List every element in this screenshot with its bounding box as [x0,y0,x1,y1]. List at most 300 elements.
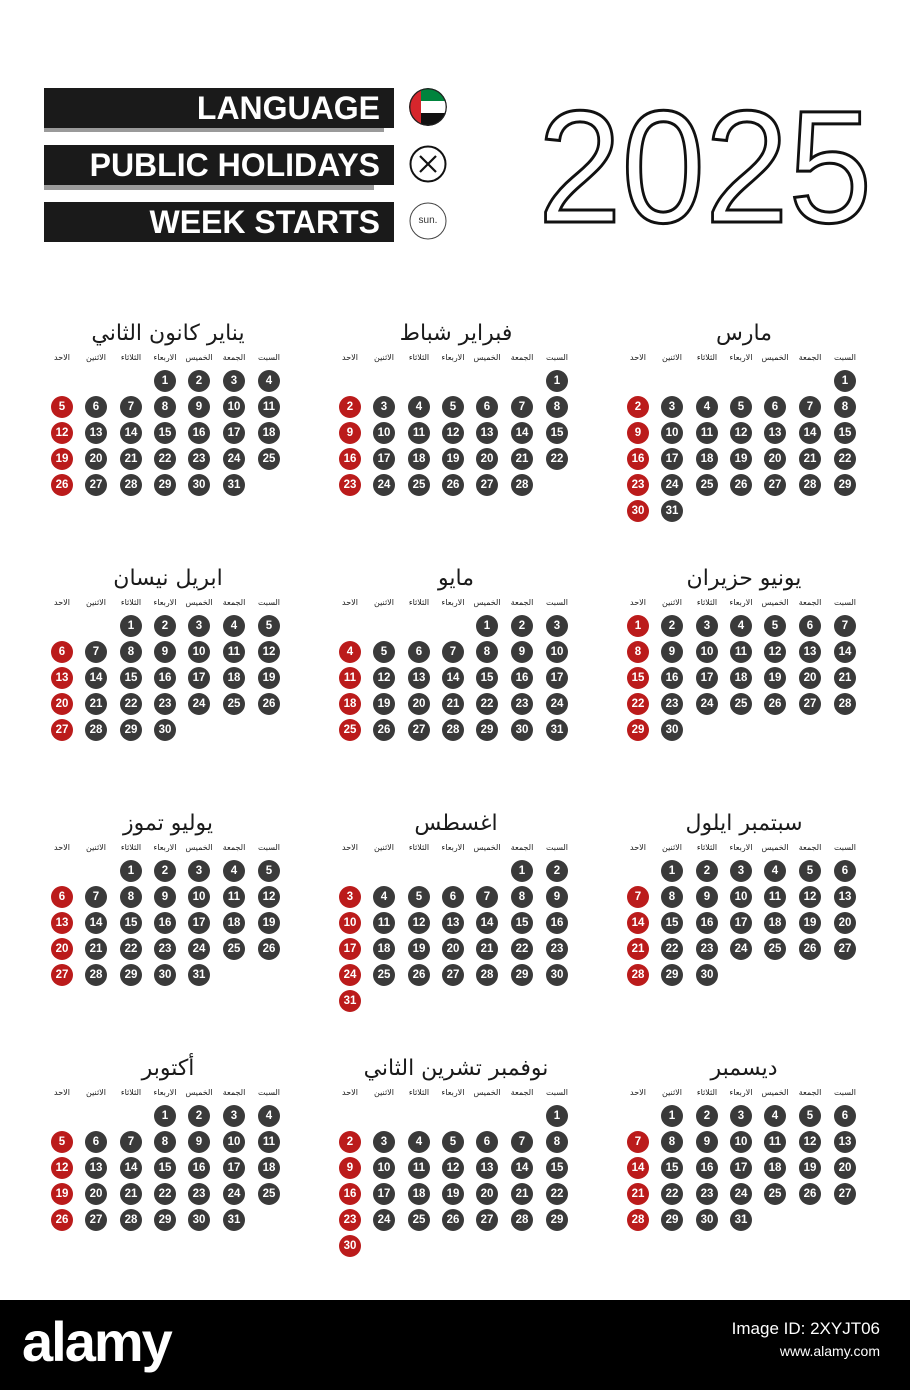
day-cell: 19 [442,448,464,470]
day-cell: 23 [154,938,176,960]
day-cell: 2 [661,615,683,637]
day-cell: 16 [546,912,568,934]
day-cell: 25 [764,1183,786,1205]
day-cell: 27 [85,474,107,496]
sunday-cell: 26 [51,1209,73,1231]
day-cell: 7 [511,396,533,418]
weekday-label: الاثنين [86,1088,106,1097]
month-block [626,808,872,1038]
weekday-label: الاحد [630,1088,646,1097]
sunday-cell: 4 [339,641,361,663]
weekday-label: الاحد [630,598,646,607]
sunday-cell: 17 [339,938,361,960]
day-cell: 26 [730,474,752,496]
sunday-cell: 6 [51,886,73,908]
day-cell: 16 [188,422,210,444]
month-title: يونيو حزيران [686,566,802,591]
day-cell: 24 [188,693,210,715]
day-cell: 31 [223,1209,245,1231]
weekday-label: الاحد [54,598,70,607]
month-block [338,563,584,793]
sunday-cell: 12 [51,422,73,444]
day-cell: 3 [730,860,752,882]
weekday-label: الخميس [185,843,213,852]
weekday-label: الخميس [473,353,501,362]
sunday-cell: 23 [627,474,649,496]
day-cell: 3 [373,396,395,418]
day-cell: 5 [764,615,786,637]
day-cell: 1 [511,860,533,882]
day-cell: 25 [223,693,245,715]
sunday-cell: 16 [339,448,361,470]
sunday-cell: 15 [627,667,649,689]
weekday-label: الثلاثاء [696,843,718,852]
sunday-cell: 24 [339,964,361,986]
day-cell: 1 [546,370,568,392]
sunday-cell: 12 [51,1157,73,1179]
sunday-cell: 2 [627,396,649,418]
day-cell: 26 [408,964,430,986]
day-cell: 14 [85,912,107,934]
day-cell: 18 [258,422,280,444]
day-cell: 8 [661,886,683,908]
day-cell: 23 [511,693,533,715]
day-cell: 23 [661,693,683,715]
day-cell: 6 [476,1131,498,1153]
day-cell: 11 [696,422,718,444]
sunday-cell: 22 [627,693,649,715]
weekday-label: الاربعاء [441,598,465,607]
month-title: اغسطس [414,811,498,836]
day-cell: 9 [511,641,533,663]
day-cell: 23 [188,448,210,470]
day-cell: 15 [661,1157,683,1179]
day-cell: 11 [223,641,245,663]
day-cell: 29 [120,719,142,741]
day-cell: 25 [730,693,752,715]
day-cell: 20 [764,448,786,470]
day-cell: 28 [120,474,142,496]
day-cell: 10 [373,1157,395,1179]
day-cell: 3 [661,396,683,418]
month-title: فبراير شباط [399,321,513,346]
weekday-label: السبت [545,353,569,362]
weekday-label: الجمعة [510,353,534,362]
day-cell: 30 [546,964,568,986]
weekday-label: الاربعاء [153,843,177,852]
weekday-header [338,351,584,365]
day-cell: 4 [696,396,718,418]
day-cell: 4 [730,615,752,637]
day-cell: 14 [834,641,856,663]
weekday-label: الثلاثاء [696,598,718,607]
weekday-label: الاثنين [662,1088,682,1097]
weekday-label: السبت [257,598,281,607]
month-block [50,808,296,1038]
weekday-label: الثلاثاء [696,1088,718,1097]
day-cell: 3 [730,1105,752,1127]
weekday-label: الاثنين [662,353,682,362]
day-cell: 16 [188,1157,210,1179]
day-cell: 16 [511,667,533,689]
weekday-label: الاثنين [374,353,394,362]
weekday-label: الاربعاء [729,843,753,852]
day-cell: 8 [476,641,498,663]
day-cell: 3 [188,860,210,882]
day-cell: 29 [120,964,142,986]
day-cell: 19 [373,693,395,715]
weekday-label: الثلاثاء [408,1088,430,1097]
month-title: أكتوبر [141,1056,195,1081]
weekday-header [626,1086,872,1100]
day-cell: 13 [476,422,498,444]
weekday-label: الاربعاء [729,598,753,607]
day-cell: 5 [408,886,430,908]
sunday-cell: 30 [627,500,649,522]
cross-circle-icon [409,145,447,183]
weekday-label: الخميس [761,1088,789,1097]
day-cell: 5 [442,1131,464,1153]
day-cell: 6 [834,860,856,882]
day-cell: 10 [730,886,752,908]
weekday-label: الجمعة [798,843,822,852]
day-cell: 25 [223,938,245,960]
weekday-header [50,351,296,365]
sunday-cell: 20 [51,693,73,715]
weekday-label: الاثنين [374,1088,394,1097]
sunday-cell: 6 [51,641,73,663]
day-cell: 14 [85,667,107,689]
day-cell: 30 [188,474,210,496]
weekday-label: الثلاثاء [120,843,142,852]
day-cell: 14 [799,422,821,444]
sunday-cell: 8 [627,641,649,663]
weekday-label: الاثنين [662,843,682,852]
day-cell: 29 [476,719,498,741]
day-cell: 5 [373,641,395,663]
day-cell: 13 [834,886,856,908]
weekday-label: الجمعة [510,598,534,607]
weekday-label: الثلاثاء [120,598,142,607]
day-cell: 29 [154,474,176,496]
day-cell: 26 [373,719,395,741]
day-cell: 8 [834,396,856,418]
day-cell: 16 [661,667,683,689]
sunday-cell: 21 [627,1183,649,1205]
year-text: 2025 [538,77,872,240]
sunday-cell: 9 [339,1157,361,1179]
day-cell: 31 [223,474,245,496]
day-cell: 6 [476,396,498,418]
day-cell: 16 [696,912,718,934]
day-cell: 5 [730,396,752,418]
day-cell: 11 [373,912,395,934]
alamy-logo: alamy [22,1310,171,1373]
day-cell: 25 [258,448,280,470]
day-cell: 3 [188,615,210,637]
day-cell: 23 [696,1183,718,1205]
day-cell: 13 [442,912,464,934]
day-cell: 22 [511,938,533,960]
day-cell: 24 [661,474,683,496]
language-label: LANGUAGE [196,90,380,126]
sunday-cell: 16 [339,1183,361,1205]
public-holidays-label: PUBLIC HOLIDAYS [89,147,380,183]
sunday-cell: 10 [339,912,361,934]
day-cell: 25 [764,938,786,960]
day-cell: 10 [223,396,245,418]
day-cell: 5 [442,396,464,418]
day-cell: 8 [120,641,142,663]
day-cell: 25 [258,1183,280,1205]
day-cell: 1 [120,615,142,637]
day-cell: 24 [188,938,210,960]
day-cell: 30 [696,964,718,986]
weekday-label: الجمعة [222,1088,246,1097]
day-cell: 15 [154,1157,176,1179]
day-cell: 17 [223,422,245,444]
day-cell: 22 [120,938,142,960]
weekday-header [50,841,296,855]
day-cell: 1 [546,1105,568,1127]
day-cell: 18 [730,667,752,689]
sunday-cell: 18 [339,693,361,715]
day-cell: 19 [258,912,280,934]
day-cell: 18 [258,1157,280,1179]
day-cell: 24 [373,1209,395,1231]
day-cell: 24 [223,448,245,470]
day-cell: 17 [730,912,752,934]
day-cell: 13 [799,641,821,663]
day-cell: 15 [546,1157,568,1179]
weekday-label: الجمعة [798,598,822,607]
day-cell: 18 [408,448,430,470]
weekday-label: الثلاثاء [408,843,430,852]
weekday-label: الثلاثاء [120,353,142,362]
language-bar [44,88,394,128]
day-cell: 2 [696,860,718,882]
day-cell: 14 [511,1157,533,1179]
day-cell: 14 [120,422,142,444]
day-cell: 4 [258,370,280,392]
day-cell: 28 [476,964,498,986]
day-cell: 17 [373,448,395,470]
weekday-header [50,1086,296,1100]
day-cell: 31 [661,500,683,522]
month-block [50,318,296,548]
day-cell: 12 [764,641,786,663]
day-cell: 29 [661,1209,683,1231]
day-cell: 4 [764,860,786,882]
day-cell: 9 [696,1131,718,1153]
week-starts-bar [44,202,394,242]
weekday-label: الخميس [473,843,501,852]
day-cell: 31 [188,964,210,986]
day-cell: 12 [258,641,280,663]
day-cell: 28 [834,693,856,715]
day-cell: 14 [476,912,498,934]
day-cell: 28 [120,1209,142,1231]
day-cell: 6 [442,886,464,908]
weekday-label: الاثنين [662,598,682,607]
day-cell: 28 [442,719,464,741]
weekday-label: الاثنين [374,598,394,607]
day-cell: 25 [408,1209,430,1231]
sunday-cell: 19 [51,1183,73,1205]
day-cell: 2 [154,615,176,637]
day-cell: 4 [373,886,395,908]
month-title: ابريل نيسان [113,566,223,591]
uae-flag-icon [409,88,447,126]
sunday-cell: 27 [51,964,73,986]
day-cell: 22 [834,448,856,470]
day-cell: 12 [442,1157,464,1179]
day-cell: 12 [258,886,280,908]
day-cell: 10 [546,641,568,663]
weekday-label: الجمعة [222,598,246,607]
weekday-label: الجمعة [798,1088,822,1097]
day-cell: 13 [764,422,786,444]
day-cell: 19 [730,448,752,470]
day-cell: 27 [408,719,430,741]
sunday-cell: 13 [51,667,73,689]
day-cell: 2 [546,860,568,882]
day-cell: 17 [546,667,568,689]
weekday-label: الخميس [761,843,789,852]
day-cell: 22 [476,693,498,715]
month-title: ديسمبر [710,1056,778,1081]
sunday-cell: 14 [627,912,649,934]
day-cell: 28 [511,1209,533,1231]
day-cell: 1 [120,860,142,882]
day-cell: 28 [85,719,107,741]
day-cell: 8 [120,886,142,908]
day-cell: 9 [546,886,568,908]
day-cell: 10 [188,641,210,663]
weekday-label: السبت [545,1088,569,1097]
day-cell: 21 [120,1183,142,1205]
day-cell: 4 [408,396,430,418]
day-cell: 20 [476,448,498,470]
day-cell: 2 [188,1105,210,1127]
day-cell: 5 [258,615,280,637]
weekday-label: الخميس [185,598,213,607]
day-cell: 2 [154,860,176,882]
day-cell: 31 [730,1209,752,1231]
day-cell: 11 [764,886,786,908]
month-block [50,1053,296,1283]
day-cell: 18 [223,667,245,689]
day-cell: 7 [85,886,107,908]
footer-info [732,1318,880,1362]
day-cell: 3 [223,370,245,392]
weekday-label: الثلاثاء [408,598,430,607]
day-cell: 6 [85,396,107,418]
sunday-cell: 20 [51,938,73,960]
day-cell: 22 [546,448,568,470]
day-cell: 8 [511,886,533,908]
day-cell: 5 [258,860,280,882]
weekday-label: الخميس [473,1088,501,1097]
day-cell: 5 [799,860,821,882]
weekday-label: السبت [257,843,281,852]
month-title: يناير كانون الثاني [91,321,245,346]
day-cell: 18 [764,912,786,934]
day-cell: 6 [799,615,821,637]
day-cell: 19 [258,667,280,689]
day-cell: 17 [223,1157,245,1179]
day-cell: 28 [799,474,821,496]
day-cell: 30 [154,719,176,741]
sunday-cell: 31 [339,990,361,1012]
month-block [626,318,872,548]
weekday-label: الجمعة [222,843,246,852]
day-cell: 9 [696,886,718,908]
day-cell: 23 [546,938,568,960]
day-cell: 13 [834,1131,856,1153]
day-cell: 29 [661,964,683,986]
day-cell: 24 [696,693,718,715]
day-cell: 1 [661,1105,683,1127]
day-cell: 8 [546,1131,568,1153]
year-title [530,70,880,240]
sunday-cell: 11 [339,667,361,689]
weekday-label: الاربعاء [153,598,177,607]
day-cell: 27 [476,1209,498,1231]
weekday-label: الخميس [473,598,501,607]
day-cell: 19 [408,938,430,960]
day-cell: 26 [442,474,464,496]
weekday-label: الاحد [630,843,646,852]
image-id: Image ID: 2XYJT06 [731,1319,880,1338]
weekday-label: السبت [257,1088,281,1097]
day-cell: 14 [442,667,464,689]
month-block [338,318,584,548]
day-cell: 14 [511,422,533,444]
day-cell: 1 [154,370,176,392]
day-cell: 7 [85,641,107,663]
day-cell: 7 [834,615,856,637]
day-cell: 7 [442,641,464,663]
day-cell: 25 [373,964,395,986]
day-cell: 21 [511,448,533,470]
weekday-label: السبت [833,1088,857,1097]
day-cell: 12 [799,1131,821,1153]
day-cell: 7 [799,396,821,418]
sunday-cell: 25 [339,719,361,741]
day-cell: 15 [476,667,498,689]
day-cell: 6 [85,1131,107,1153]
day-cell: 27 [85,1209,107,1231]
day-cell: 29 [834,474,856,496]
day-cell: 10 [373,422,395,444]
weekday-label: الاثنين [86,598,106,607]
day-cell: 9 [154,886,176,908]
weekday-label: الخميس [185,353,213,362]
day-cell: 2 [188,370,210,392]
day-cell: 24 [730,938,752,960]
day-cell: 30 [188,1209,210,1231]
weekday-header [626,596,872,610]
day-cell: 12 [799,886,821,908]
sunday-cell: 5 [51,1131,73,1153]
day-cell: 22 [546,1183,568,1205]
sunday-cell: 2 [339,396,361,418]
day-cell: 11 [258,396,280,418]
day-cell: 11 [258,1131,280,1153]
day-cell: 22 [661,938,683,960]
sunday-cell: 29 [627,719,649,741]
